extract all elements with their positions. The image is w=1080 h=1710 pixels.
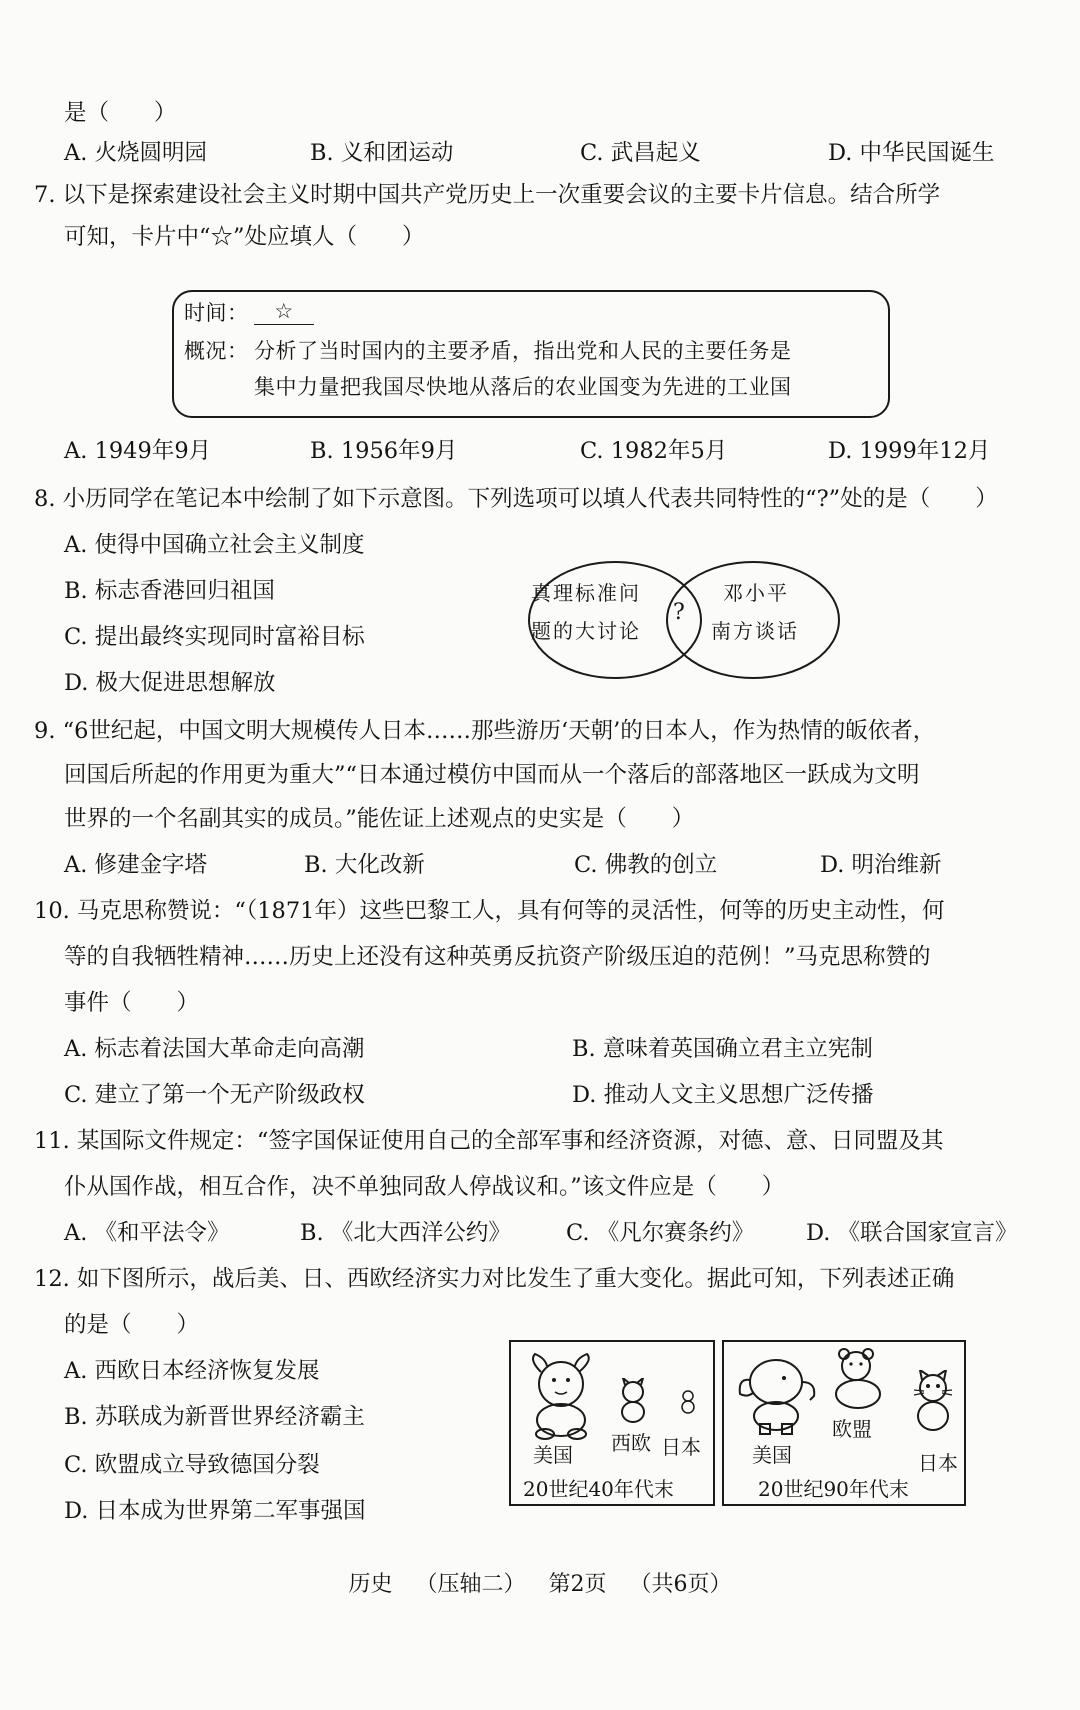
eu-bear-icon — [828, 1346, 888, 1410]
q6-stem-tail: 是（ ） — [64, 100, 177, 126]
cartoon1-label-europe: 西欧 — [611, 1431, 651, 1455]
venn-left-line2: 题的大讨论 — [531, 619, 641, 643]
q8-stem-line1: 8. 小历同学在笔记本中绘制了如下示意图。下列选项可以填人代表共同特性的“?”处的是（ ） — [34, 486, 998, 512]
q9-option-c[interactable]: C. 佛教的创立 — [574, 852, 718, 878]
venn-right-line1: 邓小平 — [723, 581, 789, 605]
q10-stem-line2: 等的自我牺牲精神……历史上还没有这种英勇反抗资产阶级压迫的范例！”马克思称赞的 — [64, 944, 931, 970]
footer-page: 第2页 — [548, 1572, 607, 1597]
q6-option-c[interactable]: C. 武昌起义 — [580, 140, 701, 166]
cartoon1-label-us: 美国 — [533, 1443, 573, 1467]
card-summary-label: 概况： — [184, 339, 249, 363]
q9-stem-line1: 9. “6世纪起，中国文明大规模传人日本……那些游历‘天朝’的日本人，作为热情的皈依者， — [34, 718, 936, 744]
q12-option-c[interactable]: C. 欧盟成立导致德国分裂 — [64, 1452, 320, 1478]
q6-option-a[interactable]: A. 火烧圆明园 — [64, 140, 208, 166]
q12-stem-line1: 12. 如下图所示，战后美、日、西欧经济实力对比发生了重大变化。据此可知，下列表述正确 — [34, 1266, 955, 1292]
card-summary-line1: 分析了当时国内的主要矛盾，指出党和人民的主要任务是 — [254, 339, 792, 363]
q7-option-c[interactable]: C. 1982年5月 — [580, 438, 728, 464]
venn-center-question: ? — [673, 600, 687, 625]
venn-right-line2: 南方谈话 — [711, 619, 799, 643]
q12-option-a[interactable]: A. 西欧日本经济恢复发展 — [64, 1358, 320, 1384]
q11-stem-line2: 仆从国作战，相互合作，决不单独同敌人停战议和。”该文件应是（ ） — [64, 1174, 785, 1200]
q7-info-card — [172, 290, 890, 418]
europe-small-cat-icon — [615, 1378, 651, 1424]
cartoon-1990s — [722, 1340, 966, 1506]
q7-option-b[interactable]: B. 1956年9月 — [310, 438, 458, 464]
q10-stem-line1: 10. 马克思称赞说：“（1871年）这些巴黎工人，具有何等的灵活性，何等的历史主动性，何 — [34, 898, 945, 924]
q9-stem-line2: 回国后所起的作用更为重大”“日本通过模仿中国而从一个落后的部落地区一跃成为文明 — [64, 762, 920, 788]
cartoon2-label-us: 美国 — [752, 1443, 792, 1467]
venn-diagram — [525, 555, 845, 685]
q12-stem-line2: 的是（ ） — [64, 1312, 200, 1338]
japan-tiny-animal-icon — [677, 1388, 699, 1414]
footer-subject: 历史 — [348, 1572, 393, 1597]
q8-option-c[interactable]: C. 提出最终实现同时富裕目标 — [64, 624, 365, 650]
q9-option-b[interactable]: B. 大化改新 — [304, 852, 425, 878]
cartoon1-caption: 20世纪40年代末 — [523, 1477, 674, 1501]
q6-option-b[interactable]: B. 义和团运动 — [310, 140, 454, 166]
q11-option-d[interactable]: D. 《联合国家宣言》 — [806, 1220, 1018, 1246]
q11-option-b[interactable]: B. 《北大西洋公约》 — [300, 1220, 511, 1246]
footer-paper: （压轴二） — [415, 1572, 526, 1597]
japan-cat-icon — [908, 1370, 958, 1434]
footer-total: （共6页） — [629, 1572, 732, 1597]
us-big-animal-icon — [521, 1350, 601, 1440]
q10-option-a[interactable]: A. 标志着法国大革命走向高潮 — [64, 1036, 365, 1062]
q10-stem-line3: 事件（ ） — [64, 990, 200, 1016]
q9-stem-line3: 世界的一个名副其实的成员。”能佐证上述观点的史实是（ ） — [64, 806, 695, 832]
q9-option-a[interactable]: A. 修建金字塔 — [64, 852, 208, 878]
q8-option-a[interactable]: A. 使得中国确立社会主义制度 — [64, 532, 365, 558]
cartoon-1940s — [509, 1340, 715, 1506]
q10-option-b[interactable]: B. 意味着英国确立君主立宪制 — [572, 1036, 873, 1062]
cartoon2-label-japan: 日本 — [918, 1451, 958, 1475]
q11-option-a[interactable]: A. 《和平法令》 — [64, 1220, 230, 1246]
q10-option-d[interactable]: D. 推动人文主义思想广泛传播 — [572, 1082, 874, 1108]
venn-left-line1: 真理标准问 — [531, 581, 641, 605]
q12-option-d[interactable]: D. 日本成为世界第二军事强国 — [64, 1498, 366, 1524]
q7-option-d[interactable]: D. 1999年12月 — [828, 438, 991, 464]
q11-stem-line1: 11. 某国际文件规定：“签字国保证使用自己的全部军事和经济资源，对德、意、日同盟及其 — [34, 1128, 944, 1154]
q12-option-b[interactable]: B. 苏联成为新晋世界经济霸主 — [64, 1404, 365, 1430]
q10-option-c[interactable]: C. 建立了第一个无产阶级政权 — [64, 1082, 365, 1108]
page-footer — [0, 1567, 1080, 1598]
q6-option-d[interactable]: D. 中华民国诞生 — [828, 140, 995, 166]
card-time-blank: ☆ — [254, 298, 314, 325]
us-elephant-icon — [734, 1352, 820, 1436]
card-summary-line2: 集中力量把我国尽快地从落后的农业国变为先进的工业国 — [254, 375, 792, 399]
cartoon2-label-eu: 欧盟 — [832, 1417, 872, 1441]
q7-stem-line2: 可知，卡片中“☆”处应填人（ ） — [64, 224, 425, 250]
q7-stem-line1: 7. 以下是探索建设社会主义时期中国共产党历史上一次重要会议的主要卡片信息。结合所学 — [34, 182, 941, 208]
q11-option-c[interactable]: C. 《凡尔赛条约》 — [566, 1220, 755, 1246]
cartoon1-label-japan: 日本 — [661, 1435, 701, 1459]
card-time-label: 时间： — [184, 301, 249, 325]
q8-option-b[interactable]: B. 标志香港回归祖国 — [64, 578, 275, 604]
q7-option-a[interactable]: A. 1949年9月 — [64, 438, 212, 464]
cartoon2-caption: 20世纪90年代末 — [758, 1477, 909, 1501]
q9-option-d[interactable]: D. 明治维新 — [820, 852, 942, 878]
q8-option-d[interactable]: D. 极大促进思想解放 — [64, 670, 276, 696]
